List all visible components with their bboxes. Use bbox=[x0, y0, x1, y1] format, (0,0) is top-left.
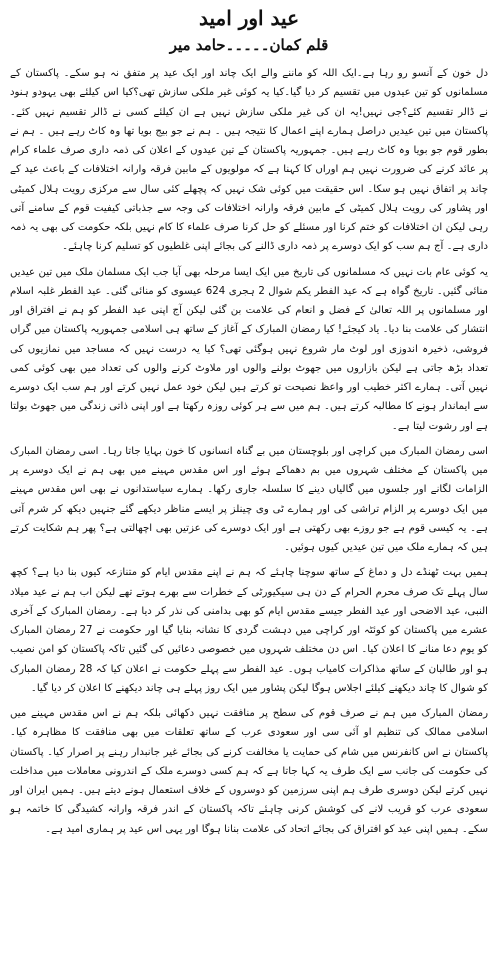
column-title: عید اور امید bbox=[198, 6, 300, 30]
body-paragraph: رمضان المبارک میں ہم نے صرف قوم کی سطح پر منافقت نہیں دکھائی بلکہ ہم نے اس مقدس مہینے میں اسلامی ممالک کی تنظیم او آئی سی اور سعودی عرب کے ساتھ تعلقات میں بھی منافقت کا مظاہرہ کیا۔ پاکستان نے اس کانفرنس میں شام کی حمایت یا مخالفت کرنے کی بجائے غیر جانبدار رہنے پر اصرار کیا۔ پاکستان کی حکومت کی جانب سے ایک طرف یہ کہا جاتا ہے کہ ہم کسی دوسرے ملک کے اندرونی معاملات میں مداخلت نہیں کرتے لیکن دوسری طرف ہم اپنی سرزمین کو دوسروں کے خلاف استعمال ہونے دیتے ہیں۔ ہمیں ایران اور سعودی عرب کو قریب لانے کی کوشش کرنی چاہئے تاکہ پاکستان کے اندر فرقہ وارانہ کشیدگی کا خاتمہ ہو سکے۔ ہمیں اپنی عید کو افتراق کی بجائے اتحاد کی علامت بنانا ہوگا اور یہی اس عید پر ہماری امید ہے۔ bbox=[10, 708, 488, 835]
body-paragraph: ہمیں بہت ٹھنڈے دل و دماغ کے ساتھ سوچنا چاہئے کہ ہم نے اپنے مقدس ایام کو متنازعہ کیوں بنا دیا ہے؟ کچھ سال پہلے تک صرف محرم الحرام کے دن ہی سیکیورٹی کے خطرات سے بھرے ہوتے تھے لیکن اب ہم نے عید میلاد النبی، عید الاضحی اور عید الفطر جیسے مقدس ایام کو بھی بدامنی کی نذر کر دیا ہے۔ رمضان المبارک کے آخری عشرے میں پاکستان کو کوئٹہ اور کراچی میں دہشت گردی کا نشانہ بنایا گیا اور حکومت نے 27 رمضان المبارک کو یوم دعا منانے کا اعلان کیا۔ اس دن مختلف شہروں میں خصوصی دعائیں کی گئیں تاکہ پاکستان کو امن نصیب ہو اور طالبان کے ساتھ مذاکرات کامیاب ہوں۔ عید الفطر سے پہلے حکومت نے اعلان کیا کہ 28 رمضان المبارک کو شوال کا چاند دیکھنے کیلئے اجلاس ہوگا لیکن پشاور میں ایک روز پہلے ہی چاند دیکھنے کا اعلان کر دیا گیا۔ bbox=[10, 567, 488, 694]
body-paragraph: اسی رمضان المبارک میں کراچی اور بلوچستان میں بے گناہ انسانوں کا خون بہایا جاتا رہا۔ اسی رمضان المبارک میں پاکستان کے مختلف شہروں میں بم دھماکے ہوئے اور اس مقدس مہینے میں بھی ہم نے ایک دوسرے پر الزامات لگانے اور جلسوں میں گالیاں دینے کا سلسلہ جاری رکھا۔ ہمارے سیاستدانوں نے بھی اس مقدس مہینے میں ایک دوسرے پر الزام تراشی کی اور ہمارے ٹی وی چینلز پر ایسے مناظر دیکھے گئے جنہیں دیکھ کر شرم آتی ہے۔ یہ کیسی قوم ہے جو روزے بھی رکھتی ہے اور ایک دوسرے کی عزتیں بھی اچھالتی ہے؟ پھر ہم شکایت کرتے ہیں کہ ہمارے ملک میں تین عیدیں کیوں ہوئیں۔ bbox=[10, 445, 488, 553]
column-byline: قلم کمان۔۔۔۔۔حامد میر bbox=[169, 36, 329, 54]
body-paragraph: یہ کوئی عام بات نہیں کہ مسلمانوں کی تاریخ میں ایک ایسا مرحلہ بھی آیا جب ایک مسلمان ملک میں تین عیدیں منائی گئیں۔ تاریخ گواہ ہے کہ عید الفطر یکم شوال 2 ہجری 624 عیسوی کو منائی گئی۔ عید الفطر غلبہ اسلام اور مسلمانوں پر اللہ تعالیٰ کے فضل و انعام کی علامت بن گئی لیکن آج اپنی عید الفطر کو ہم نے افتراق اور انتشار کی علامت بنا دیا۔ یاد کیجئے! کیا رمضان المبارک کے آغاز کے ساتھ ہی اسلامی جمہوریہ پاکستان میں گراں فروشی، ذخیرہ اندوزی اور لوٹ مار شروع نہیں ہوگئی تھی؟ کیا یہ درست نہیں کہ مساجد میں نمازیوں کی تعداد بڑھ جاتی ہے لیکن بازاروں میں جھوٹ بولنے والوں اور ملاوٹ کرنے والوں کی تعداد میں بھی کوئی کمی نہیں آتی۔ ہمارے اکثر خطیب اور واعظ نصیحت تو کرتے ہیں لیکن خود عمل نہیں کرتے اور ہم سب ایک دوسرے سے ایماندار ہونے کا مطالبہ کرتے ہیں۔ ہم میں سے ہر کوئی روزہ رکھتا ہے اور اپنی ذاتی زندگی میں جھوٹ بولتا ہے اور رشوت لیتا ہے۔ bbox=[10, 266, 488, 432]
column-body bbox=[10, 64, 488, 839]
body-paragraph: دل خون کے آنسو رو رہا ہے۔ایک اللہ کو ماننے والے ایک چاند اور ایک عید پر متفق نہ ہو سکے۔ پاکستان کے مسلمانوں کو تین عیدوں میں تقسیم کر دیا گیا۔کیا یہ کوئی غیر ملکی سازش تھی؟کیا اس کیلئے بھی یہودو ہنود نے ڈالر تقسیم کئے؟جی نہیں!یہ ان کی غیر ملکی سازش نہیں ہے ان کیلئے کسی نے ڈالر تقسیم نہیں کئے۔ پاکستان میں تین عیدیں دراصل ہمارے اپنے اعمال کا نتیجہ ہیں ۔ ہم نے جو بیج بویا تھا وہ کاٹ رہے ہیں ۔ ہم نے بطور قوم جو بویا وہ کاٹ رہے ہیں۔ جمہوریہ پاکستان کے تین عیدوں کے اعلان کی ذمہ داری صرف علماء کرام پر عائد کرنے کی ضرورت نہیں ہم اوراں کا کہنا ہے کہ مولویوں کے مابین فرقہ وارانہ اختلافات کے باعث عید کے چاند پر اتفاق نہیں ہو سکا۔ اس حقیقت میں کوئی شک نہیں کہ پچھلے کئی سال سے مرکزی رویت ہلال کمیٹی اور پشاور کی رویت ہلال کمیٹی کے مابین فرقہ وارانہ اختلافات کی وجہ سے جذباتی کیفیت قوم کے سامنے آتی رہی لیکن ان اختلافات کو ختم کرنا اور مسئلے کو حل کرنا صرف علماء کا کام نہیں بلکہ حکومت کی بھی یہ ذمہ داری ہے۔ آج ہم سب کو ایک دوسرے پر ذمہ داری ڈالنے کی بجائے اپنی غلطیوں کو تسلیم کرنا چاہئے۔ bbox=[10, 68, 488, 253]
